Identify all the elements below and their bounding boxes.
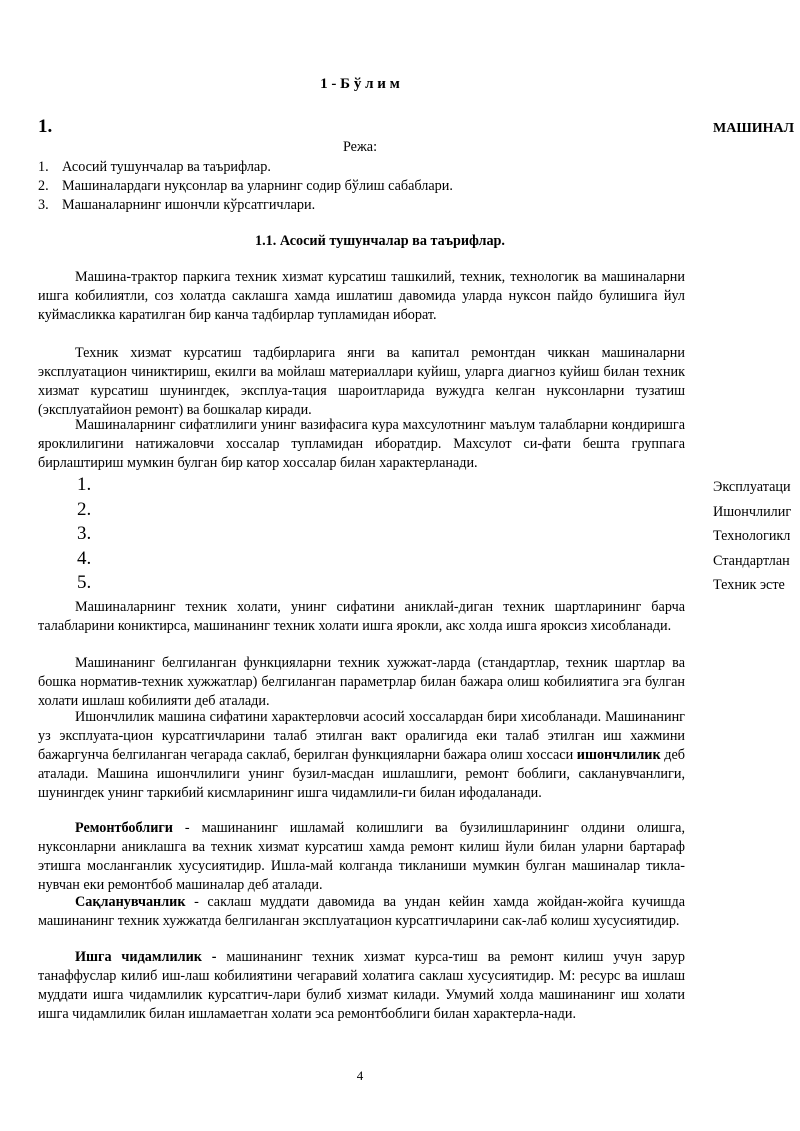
repairability-term: Ремонтбоблиги	[75, 820, 173, 836]
quality-group-label: Ишончлилиг	[713, 503, 792, 520]
outline-item-text: Асосий тушунчалар ва таърифлар.	[62, 159, 271, 175]
quality-group-item	[0, 499, 800, 524]
storability-text: - саклаш муддати давомида ва ундан кейин хамда жойдан-жойга кучишда машинанинг техник хужжатда белгиланган эксплуатацион курсатгичларини сак-лаб колиш хусусиятидир.	[38, 894, 685, 929]
paragraph-intro: Машина-трактор паркига техник хизмат курсатиш ташкилий, техник, технологик ва машиналарни ишга кобилиятли, соз холатда саклашга хамда ишлатиш давомида уларда нуксон пайдо булишига йул куймасликка каратилган бир канча тадбирлар тупламидан иборат.	[38, 269, 685, 323]
reliability-term: ишончлилик	[576, 747, 661, 763]
plan-outline	[38, 158, 453, 215]
quality-group-label: Технологикл	[713, 528, 791, 544]
quality-group-number: 3.	[77, 523, 92, 544]
quality-group-label: Техник эсте	[713, 577, 785, 593]
chapter-title: МАШИНАЛ	[713, 121, 795, 136]
plan-label: Режа:	[342, 139, 378, 155]
reliability-text-end: деб аталади. Машина ишончлилиги унинг бузил-масдан ишлашлиги, ремонт боблиги, сакланувчанлиги, шунингдек унинг таркибий кисмларининг ишга чидамлили-ги билан ифодаланади.	[38, 747, 685, 801]
storability-term: Сақланувчанлик	[75, 894, 186, 910]
outline-item-number: 3.	[38, 197, 49, 213]
paragraph-storability	[38, 893, 685, 931]
paragraph-quality: Машиналарнинг сифатлилиги унинг вазифасига кура махсулотнинг маълум талабларни кондиришга яроклилигини натижаловчи хоссалар тупламидан иборатдир. Махсулот си-фати бешта группага бирлаштириш мумкин булган бир катор хоссалар билан характерланади.	[38, 417, 685, 471]
page-number: 4	[356, 1068, 364, 1083]
quality-groups-list	[0, 474, 800, 597]
chapter-number: 1.	[38, 116, 53, 137]
quality-group-number: 1.	[77, 474, 92, 495]
quality-group-number: 4.	[77, 547, 92, 569]
outline-item-text: Машиналардаги нуқсонлар ва уларнинг содир бўлиш сабаблари.	[62, 178, 453, 194]
outline-item-number: 2.	[38, 178, 49, 194]
page-heading: 1 - Б ў л и м	[320, 76, 400, 92]
outline-item	[38, 158, 453, 177]
paragraph-service-measures: Техник хизмат курсатиш тадбирларига янги ва капитал ремонтдан чиккан машиналарни эксплуатацион чиниктириш, екилги ва мойлаш материаллари куйиш, уларга диагноз куйиш билан техник хизмат курсатиш шунингдек, эксплуа-тация шароитларида вужудга келган нуксонларни тузатиш (эксплуатайион ремонт) ва бошкалар киради.	[38, 345, 685, 418]
outline-item-text: Машаналарнинг ишончли кўрсатгичлари.	[62, 197, 316, 213]
paragraph-durability	[38, 948, 685, 1024]
paragraph-reliability	[38, 708, 685, 803]
repairability-text: - машинанинг ишламай колишлиги ва бузилишларининг олдини олишга, нуксонларни аниклашга ва техник хизмат курсатиш хамда ремонт килиш йули билан уларни бартараф этишга мосланганлик хусусиятидир. Ишла-май колганда тикланиши мумкин булган машиналар тикла-нувчан еки ремонтбоб машиналар деб аталади.	[38, 820, 685, 893]
durability-text: машинанинг техник хизмат курса-тиш ва ремонт килиш учун зарур танаффуслар килиб иш-лаш кобилиятини чегаравий холатига саклаш хусусиятидир. М: ресурс ва ишлаш муддати ишга чидамлилик курсатгич-лари булиб хизмат килади. Умумий холда машинанинг иш холати ишга чидамлилик билан ишламаетган холати эса ремонтбоблиги билан характерла-нади.	[38, 949, 685, 1022]
outline-item	[38, 196, 453, 215]
section-title: 1.1. Асосий тушунчалар ва таърифлар.	[255, 233, 505, 249]
quality-group-item	[0, 548, 800, 573]
quality-group-label: Эксплуатаци	[713, 479, 791, 495]
outline-item-number: 1.	[38, 159, 49, 175]
paragraph-repairability	[38, 819, 685, 895]
reliability-text-start: Ишончлилик машина сифатини характерловчи асосий хоссалардан бири хисобланади. Машинанинг уз эксплуата-цион курсатгичларини талаб этилган вакт оралигида еки талаб этилган иш хажмини бажаргунча белгиланган чегарада саклаб, берилган функцияларни бажара олиш хоссаси	[38, 709, 685, 763]
quality-group-item	[0, 523, 800, 548]
paragraph-technical-state: Машиналарнинг техник холати, унинг сифатини аниклай-диган техник шартларининг барча талабларини коникти‌рса, машинанинг техник холати ишга ярокли, акс холда ишга яроксиз хисобланади.	[38, 599, 685, 634]
durability-term: Ишга чидамлилик -	[75, 949, 217, 965]
quality-group-item	[0, 572, 800, 597]
quality-group-item	[0, 474, 800, 499]
quality-group-number: 5.	[77, 572, 92, 593]
outline-item	[38, 177, 453, 196]
paragraph-workability: Машинанинг белгиланган функцияларни техник хужжат-ларда (стандартлар, техник шартлар ва бошка норматив-техник хужжатлар) белгиланган параметрлар билан бажара олиш кобилиятига эга булган холати ишлаш кобилияти деб аталади.	[38, 655, 685, 709]
quality-group-label: Стандартлан	[713, 552, 790, 569]
quality-group-number: 2.	[77, 498, 92, 520]
